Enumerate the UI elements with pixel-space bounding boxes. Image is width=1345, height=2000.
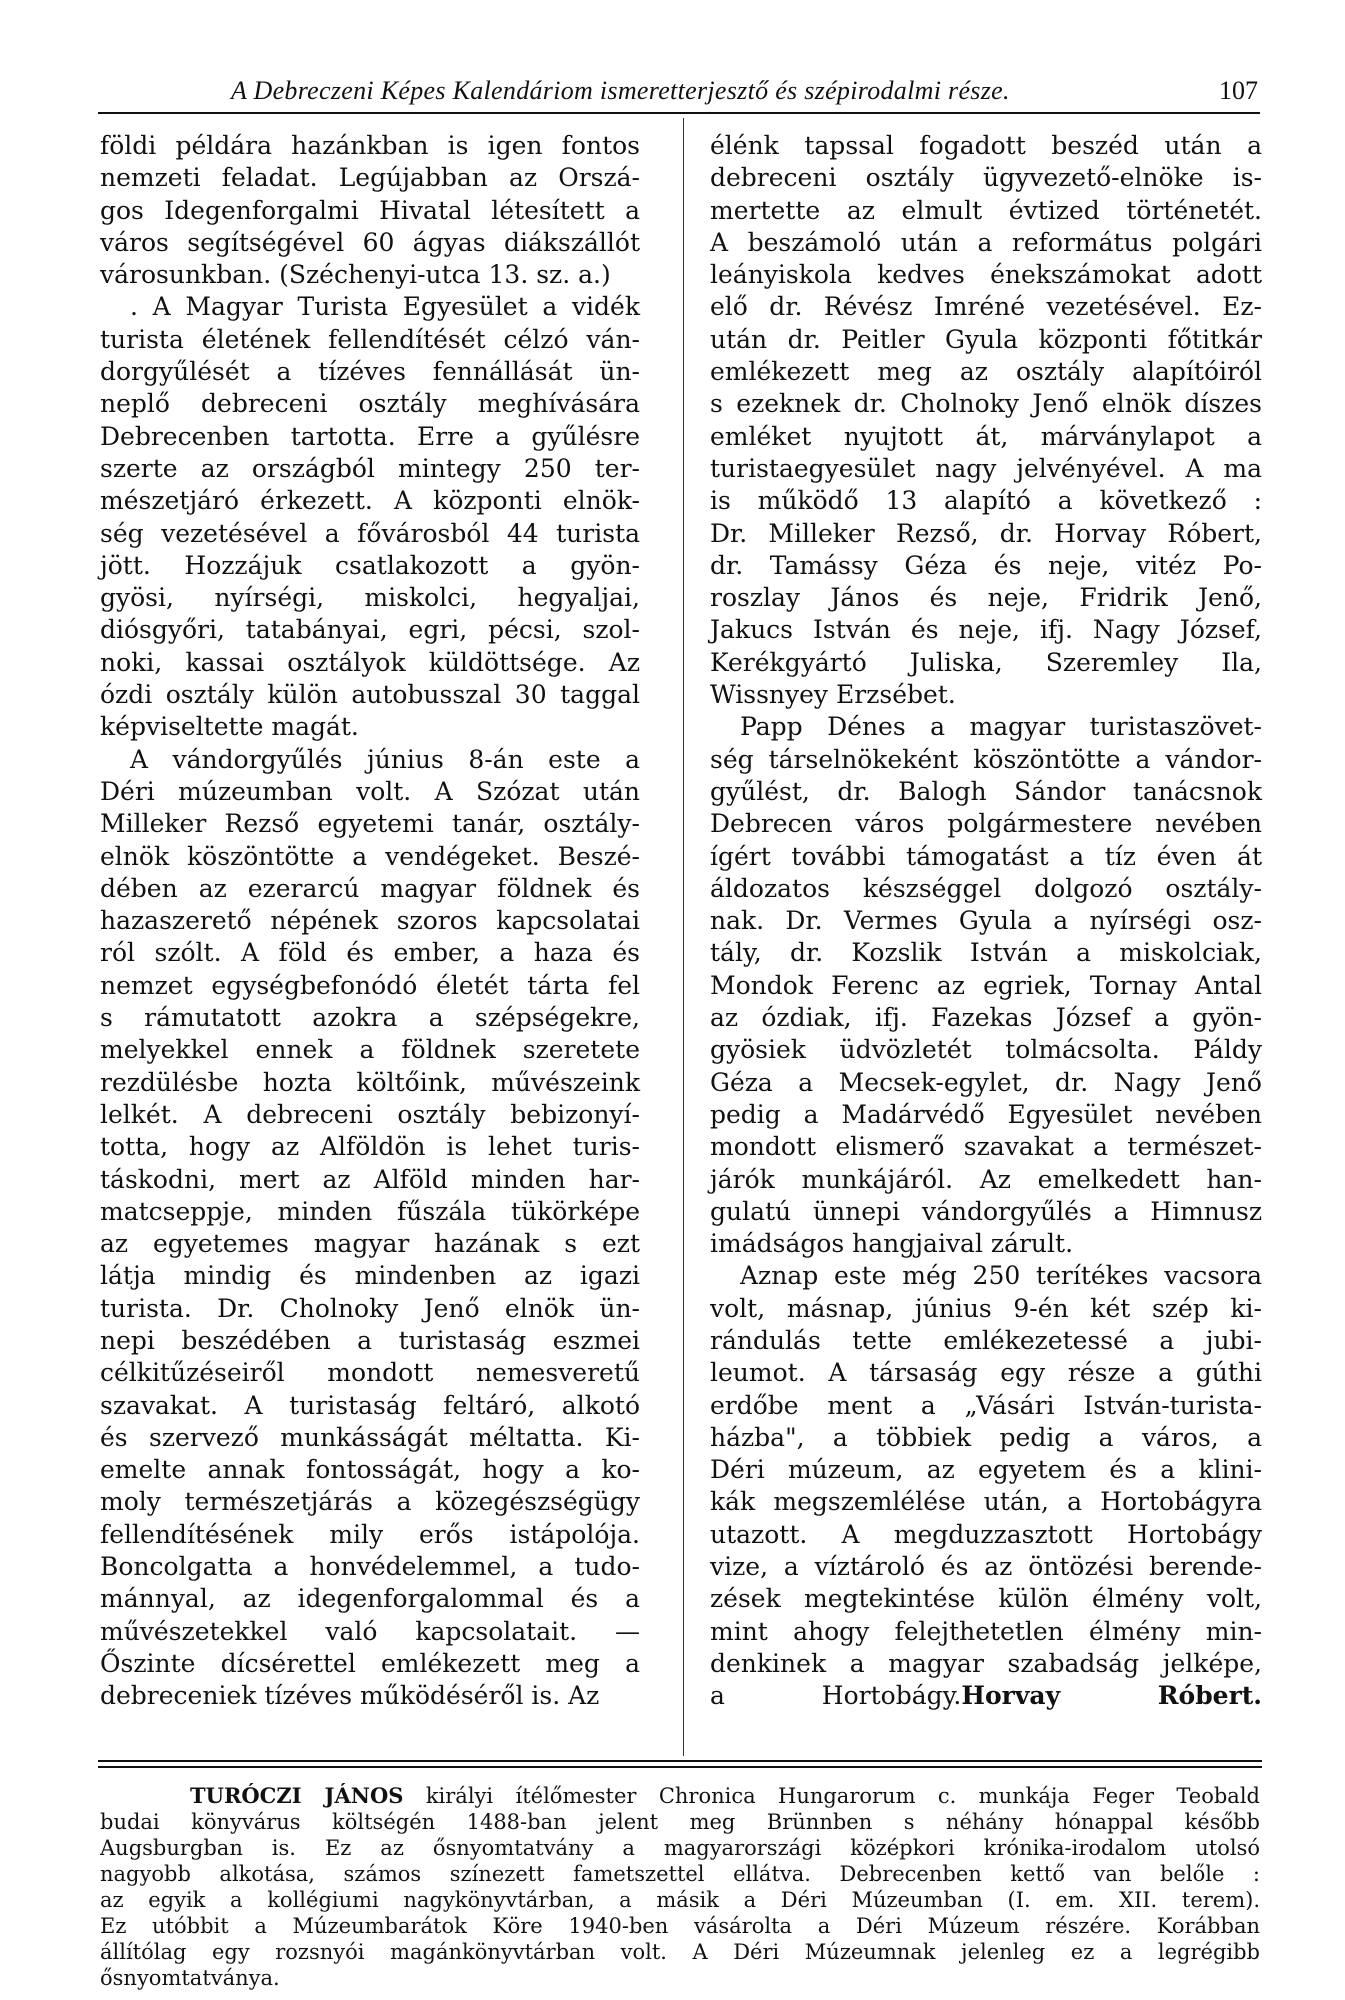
running-title: A Debreczeni Képes Kalendáriom ismeretterjesztő és szépirodalmi része.: [231, 76, 1010, 105]
left-column-line: város segítségével 60 ágyas diákszállót: [100, 227, 640, 257]
left-column-line: emelte annak fontosságát, hogy a ko-: [100, 1455, 640, 1485]
left-column-line: szerte az országból mintegy 250 ter-: [100, 453, 640, 483]
left-column-line: elnök köszöntötte a vendégeket. Beszé-: [100, 841, 640, 871]
right-column-line: rándulás tette emlékezetessé a jubi-: [710, 1325, 1262, 1355]
left-column-line: és szervező munkásságát méltatta. Ki-: [100, 1422, 640, 1452]
left-column-line: városunkban. (Széchenyi-utca 13. sz. a.): [100, 260, 611, 290]
right-column-line: mertette az elmult évtized történetét.: [710, 195, 1262, 225]
right-column-line: emléket nyujtott át, márványlapot a: [710, 421, 1262, 451]
right-column-line: emlékezett meg az osztály alapítóiról: [710, 357, 1262, 387]
footnote-line: ősnyomtatványa.: [100, 1966, 280, 1990]
right-column-line: roszlay János és neje, Fridrik Jenő,: [710, 583, 1262, 613]
closing-text: a Hortobágy.: [710, 1681, 962, 1711]
right-column-line: gyűlést, dr. Balogh Sándor tanácsnok: [710, 776, 1262, 806]
left-column-line: A vándorgyűlés június 8-án este a: [130, 744, 640, 774]
right-column-line: elő dr. Révész Imréné vezetésével. Ez-: [710, 292, 1262, 322]
footnote-line: [100, 1783, 1260, 1809]
left-column-line: diósgyőri, tatabányai, egri, pécsi, szol-: [100, 615, 640, 645]
left-column-line: . A Magyar Turista Egyesület a vidék: [130, 292, 640, 322]
footnote-name: TURÓCZI JÁNOS: [190, 1783, 404, 1808]
right-column-line: Mondok Ferenc az egriek, Tornay Antal: [710, 970, 1262, 1000]
right-column-line: leumot. A társaság egy része a gúthi: [710, 1358, 1262, 1388]
footnote-line: az egyik a kollégiumi nagykönyvtárban, a másik a Déri Múzeumban (I. em. XII. terem).: [100, 1888, 1260, 1912]
left-column-line: művészetekkel való kapcsolatait. —: [100, 1616, 640, 1646]
author-signature: Horvay Róbert.: [961, 1681, 1263, 1711]
right-column-line: Jakucs István és neje, ifj. Nagy József,: [710, 615, 1262, 645]
right-column-line: után dr. Peitler Gyula központi főtitkár: [710, 324, 1262, 354]
left-column-line: táskodni, mert az Alföld minden har-: [100, 1164, 640, 1194]
left-column-line: gyösi, nyírségi, miskolci, hegyaljai,: [100, 583, 640, 613]
right-column-line: mondott elismerő szavakat a természet-: [710, 1132, 1262, 1162]
left-column-line: mánnyal, az idegenforgalommal és a: [100, 1584, 640, 1614]
left-column-line: Őszinte dícsérettel emlékezett meg a: [100, 1648, 640, 1678]
left-column-line: nepi beszédében a turistaság eszmei: [100, 1325, 640, 1355]
right-column: [710, 130, 1262, 1713]
left-column-line: Milleker Rezső egyetemi tanár, osztály-: [100, 809, 640, 839]
left-column-line: matcseppje, minden fűszála tükörképe: [100, 1196, 640, 1226]
right-column-line: volt, másnap, június 9-én két szép ki-: [710, 1293, 1262, 1323]
running-header: [98, 74, 1260, 114]
right-column-line: nak. Dr. Vermes Gyula a nyírségi osz-: [710, 906, 1262, 936]
right-column-line: ígért további támogatást a tíz éven át: [710, 841, 1262, 871]
right-column-line: vize, a víztároló és az öntözési berende-: [710, 1552, 1262, 1582]
left-column-line: mészetjáró érkezett. A központi elnök-: [100, 486, 640, 516]
left-column-line: ség vezetésével a fővárosból 44 turista: [100, 518, 640, 548]
right-column-line: áldozatos készséggel dolgozó osztály-: [710, 873, 1262, 903]
left-column-line: totta, hogy az Alföldön is lehet turis-: [100, 1132, 640, 1162]
page-number: 107: [1219, 76, 1258, 105]
left-column-line: látja mindig és mindenben az igazi: [100, 1261, 640, 1291]
footnote-line: budai könyvárus költségén 1488-ban jelent meg Brünnben s néhány hónappal később: [100, 1810, 1260, 1834]
right-column-line: gyösiek üdvözletét tolmácsolta. Páldy: [710, 1035, 1262, 1065]
right-column-line: debreceni osztály ügyvezető-elnöke is-: [710, 163, 1262, 193]
left-column-line: dorgyűlését a tízéves fennállását ün-: [100, 357, 640, 387]
left-column-line: melyekkel ennek a földnek szeretete: [100, 1035, 640, 1065]
footnote-rule-top: [98, 1760, 1262, 1762]
left-column-line: földi példára hazánkban is igen fontos: [100, 131, 640, 160]
right-column-line: Déri múzeum, az egyetem és a klini-: [710, 1455, 1262, 1485]
left-column: [100, 130, 640, 1713]
right-column-line: Kerékgyártó Juliska, Szeremley Ila,: [710, 647, 1262, 677]
left-column-line: ózdi osztály külön autobusszal 30 taggal: [100, 680, 640, 710]
right-column-line: az ózdiak, ifj. Fazekas József a gyön-: [710, 1003, 1262, 1033]
footnote-line: Ez utóbbit a Múzeumbarátok Köre 1940-ben vásárolta a Déri Múzeum részére. Korábban: [100, 1914, 1260, 1938]
header-rule: [98, 112, 1260, 114]
left-column-line: fellendítésének mily erős istápolója.: [100, 1519, 640, 1549]
footnote-body: [100, 1809, 1260, 1991]
column-divider: [683, 118, 684, 1756]
left-column-line: Boncolgatta a honvédelemmel, a tudo-: [100, 1552, 640, 1582]
right-column-line: tály, dr. Kozslik István a miskolciak,: [710, 938, 1262, 968]
right-column-line: mint ahogy felejthetetlen élmény min-: [710, 1616, 1262, 1646]
right-column-line: ség társelnökeként köszöntötte a vándor-: [710, 744, 1262, 774]
left-column-line: rezdülésbe hozta költőink, művészeink: [100, 1067, 640, 1097]
right-column-line: Wissnyey Erzsébet.: [710, 680, 956, 710]
right-column-line: imádságos hangjaival zárult.: [710, 1229, 1074, 1259]
left-column-line: célkitűzéseiről mondott nemesveretű: [100, 1358, 640, 1388]
left-column-line: képviseltette magát.: [100, 712, 359, 742]
left-column-line: moly természetjárás a közegészségügy: [100, 1487, 640, 1517]
right-column-line: zések megtekintése külön élmény volt,: [710, 1584, 1262, 1614]
left-column-line: ról szólt. A föld és ember, a haza és: [100, 938, 640, 968]
right-column-line: leányiskola kedves énekszámokat adott: [710, 260, 1262, 290]
left-column-line: s rámutatott azokra a szépségekre,: [100, 1003, 640, 1033]
left-column-line: debreceniek tízéves működéséről is. Az: [100, 1681, 600, 1711]
left-column-line: nemzet egységbefonódó életét tárta fel: [100, 970, 640, 1000]
left-column-line: az egyetemes magyar hazának s ezt: [100, 1229, 640, 1259]
left-column-line: Déri múzeumban volt. A Szózat után: [100, 776, 640, 806]
left-column-line: hazaszerető népének szoros kapcsolatai: [100, 906, 640, 936]
right-column-line: gulatú ünnepi vándorgyűlés a Himnusz: [710, 1196, 1262, 1226]
left-column-line: turista életének fellendítését célzó ván-: [100, 324, 640, 354]
right-column-line: s ezeknek dr. Cholnoky Jenő elnök díszes: [710, 389, 1262, 419]
left-column-line: jött. Hozzájuk csatlakozott a gyön-: [100, 550, 640, 580]
left-column-line: Debrecenben tartotta. Erre a gyűlésre: [100, 421, 640, 451]
left-column-line: dében az ezerarcú magyar földnek és: [100, 873, 640, 903]
right-column-line: [710, 1680, 1262, 1712]
left-column-line: gos Idegenforgalmi Hivatal létesített a: [100, 195, 640, 225]
right-column-line: is működő 13 alapító a következő :: [710, 486, 1262, 516]
footnote-line: állítólag egy rozsnyói magánkönyvtárban volt. A Déri Múzeumnak jelenleg ez a legrégibb: [100, 1940, 1260, 1964]
right-column-line: Papp Dénes a magyar turistaszövet-: [740, 712, 1262, 742]
footnote-rule-bottom: [98, 1766, 1262, 1768]
left-column-line: neplő debreceni osztály meghívására: [100, 389, 640, 419]
footnote: [100, 1783, 1260, 1991]
right-column-line: Debrecen város polgármestere nevében: [710, 809, 1262, 839]
right-column-line: pedig a Madárvédő Egyesület nevében: [710, 1099, 1262, 1129]
left-column-line: nemzeti feladat. Legújabban az Orszá-: [100, 163, 640, 193]
right-column-line: dr. Tamássy Géza és neje, vitéz Po-: [710, 550, 1262, 580]
left-column-line: szavakat. A turistaság feltáró, alkotó: [100, 1390, 640, 1420]
right-column-line: A beszámoló után a református polgári: [710, 227, 1262, 257]
right-column-line: Aznap este még 250 terítékes vacsora: [740, 1261, 1262, 1291]
right-column-line: Dr. Milleker Rezső, dr. Horvay Róbert,: [710, 518, 1262, 548]
right-column-line: erdőbe ment a „Vásári István-turista-: [710, 1390, 1262, 1420]
footnote-first-line: királyi ítélőmester Chronica Hungarorum c. munkája Feger Teobald: [425, 1784, 1260, 1808]
right-column-line: házba", a többiek pedig a város, a: [710, 1422, 1262, 1452]
left-column-line: noki, kassai osztályok küldöttsége. Az: [100, 647, 640, 677]
right-column-line: kák megszemlélése után, a Hortobágyra: [710, 1487, 1262, 1517]
right-column-line: élénk tapssal fogadott beszéd után a: [710, 131, 1262, 160]
right-column-line: denkinek a magyar szabadság jelképe,: [710, 1648, 1262, 1678]
right-column-line: járók munkájáról. Az emelkedett han-: [710, 1164, 1262, 1194]
right-column-line: Géza a Mecsek-egylet, dr. Nagy Jenő: [710, 1067, 1262, 1097]
right-column-line: utazott. A megduzzasztott Hortobágy: [710, 1519, 1262, 1549]
left-column-line: lelkét. A debreceni osztály bebizonyí-: [100, 1099, 640, 1129]
footnote-line: nagyobb alkotása, számos színezett fametszettel ellátva. Debrecenben kettő van belőle :: [100, 1862, 1260, 1886]
left-column-line: turista. Dr. Cholnoky Jenő elnök ün-: [100, 1293, 640, 1323]
footnote-line: Augsburgban is. Ez az ősnyomtatvány a magyarországi középkori krónika-irodalom utolsó: [100, 1836, 1260, 1860]
right-column-line: turistaegyesület nagy jelvényével. A ma: [710, 453, 1262, 483]
